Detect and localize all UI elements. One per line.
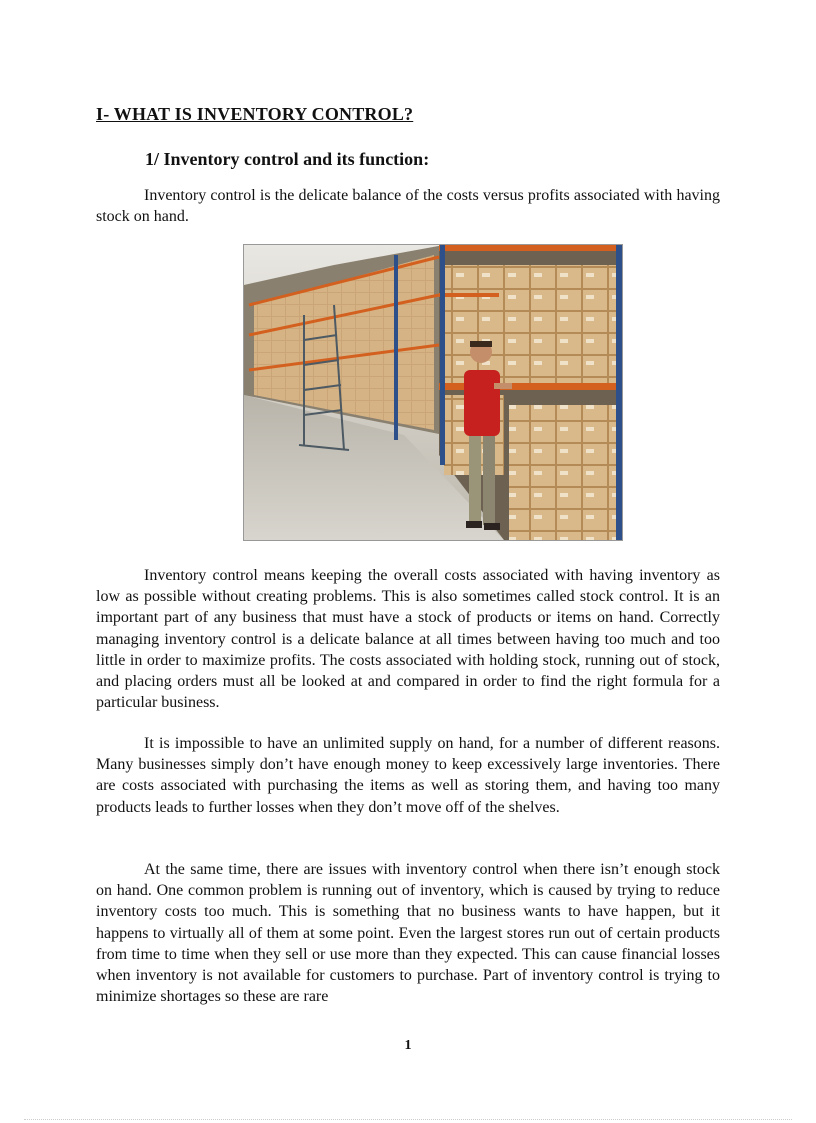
paragraph-intro: Inventory control is the delicate balance of the costs versus profits associated with having stock on hand. — [96, 187, 720, 226]
page-number: 1 — [404, 1038, 412, 1053]
paragraph-definition: Inventory control means keeping the overall costs associated with having inventory as low as possible without creating problems. This is also sometimes called stock control. It is an important part of any business that must have a stock of products or items on hand. Correctly managing inventory control is a delicate balance at all times between having too much and too little in order to maximize profits. The costs associated with holding stock, running out of stock, and placing orders must all be looked at and compared in order to find the right formula for a particular business. — [96, 567, 720, 712]
section-heading: I- WHAT IS INVENTORY CONTROL? — [96, 104, 414, 124]
page-boundary-divider — [24, 1119, 792, 1120]
warehouse-photo — [243, 244, 623, 541]
subsection-heading: 1/ Inventory control and its function: — [145, 149, 430, 169]
paragraph-unlimited-supply: It is impossible to have an unlimited supply on hand, for a number of different reasons. Many businesses simply don’t have enough money to keep excessively large inventories. There are costs associated with purchasing the items as well as storing them, and having too many products leads to further losses when they don’t move off of the shelves. — [96, 735, 720, 816]
paragraph-shortages: At the same time, there are issues with inventory control when there isn’t enough stock on hand. One common problem is running out of inventory, which is caused by trying to reduce inventory costs too much. This is something that no business wants to have happen, but it happens to virtually all of them at some point. Even the largest stores run out of certain products from time to time when they sell or use more than they expected. This can cause financial losses when inventory is not available for customers to purchase. Part of inventory control is trying to minimize shortages so these are rare — [96, 861, 720, 1006]
